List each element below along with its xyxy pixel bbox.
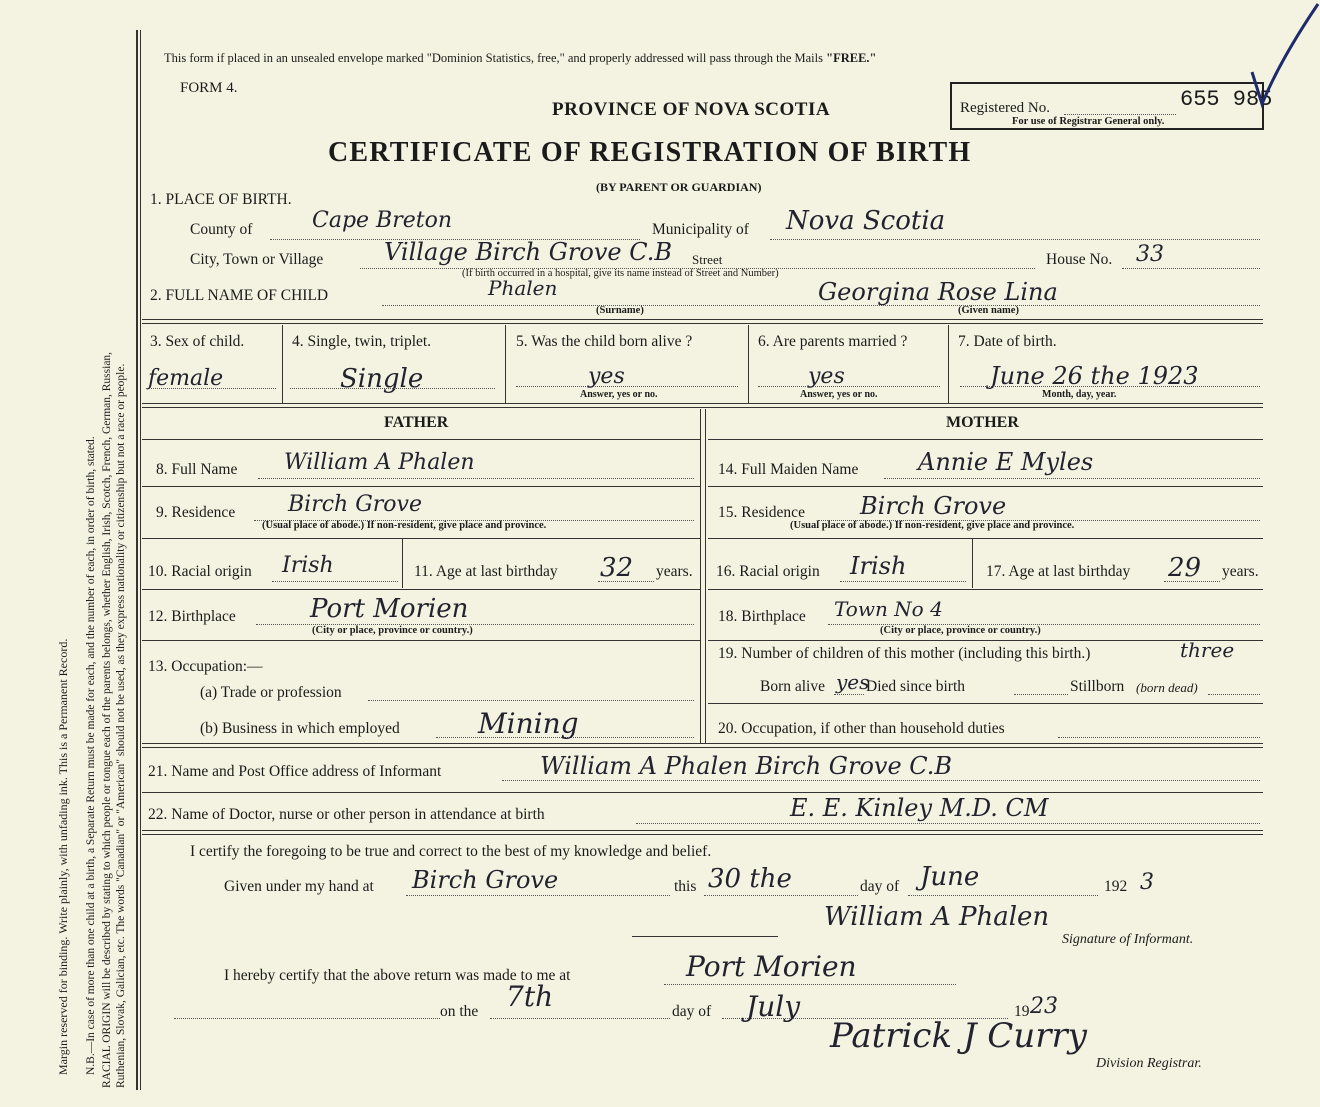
registrar-signature-caption: Division Registrar. — [1096, 1056, 1202, 1071]
date-of-birth-label: 7. Date of birth. — [958, 333, 1057, 350]
mother-age-value: 29 — [1168, 553, 1202, 583]
margin-note-binding: Margin reserved for binding. Write plainly, with unfading ink. This is a Permanent Record. — [56, 638, 70, 1075]
father-age-unit: years. — [656, 563, 693, 580]
registered-number-label: Registered No. — [960, 100, 1050, 116]
child-surname-value: Phalen — [488, 276, 558, 300]
municipality-label: Municipality of — [652, 221, 749, 238]
informant-value: William A Phalen Birch Grove C.B — [540, 752, 953, 780]
county-label: County of — [190, 221, 253, 238]
mother-birthplace-note: (City or place, province or country.) — [880, 625, 1041, 636]
margin-note-racial-origin: RACIAL ORIGIN will be described by stating to which people or tongue each of the parents belongs, whether English, Irish, Scotch, French, German, Russian, — [101, 351, 113, 1088]
mother-children-value: three — [1180, 638, 1235, 662]
municipality-value: Nova Scotia — [786, 206, 946, 236]
house-number-label: House No. — [1046, 251, 1113, 268]
child-name-label: 2. FULL NAME OF CHILD — [150, 287, 329, 304]
mail-notice: This form if placed in an unsealed envelope marked "Dominion Statistics, free," and properly addressed will pass through the Mails "FREE." — [164, 51, 877, 65]
father-birthplace-value: Port Morien — [310, 594, 469, 624]
father-birthplace-label: 12. Birthplace — [148, 608, 236, 625]
parents-married-label: 6. Are parents married ? — [758, 333, 908, 350]
father-residence-label: 9. Residence — [156, 504, 236, 521]
stillborn-label: Stillborn — [1070, 678, 1125, 695]
mother-name-label: 14. Full Maiden Name — [718, 461, 859, 478]
doctor-label: 22. Name of Doctor, nurse or other person in attendance at birth — [148, 806, 545, 823]
father-residence-value: Birch Grove — [288, 492, 422, 517]
died-since-birth-label: Died since birth — [866, 678, 966, 695]
informant-signature: William A Phalen — [824, 902, 1050, 932]
born-alive-caption: Answer, yes or no. — [580, 389, 658, 400]
father-age-value: 32 — [600, 553, 634, 583]
registration-year-value: 23 — [1030, 994, 1058, 1019]
certificate-subtitle: (BY PARENT OR GUARDIAN) — [596, 180, 762, 194]
sex-label: 3. Sex of child. — [150, 333, 245, 350]
parents-married-caption: Answer, yes or no. — [800, 389, 878, 400]
registration-month-value: July — [746, 990, 801, 1023]
registration-year-prefix: 19 — [1014, 1003, 1030, 1020]
city-value: Village Birch Grove C.B — [384, 238, 673, 266]
given-name-caption: (Given name) — [958, 305, 1019, 316]
mother-abode-note: (Usual place of abode.) If non-resident, give place and province. — [790, 520, 1075, 531]
doctor-value: E. E. Kinley M.D. CM — [790, 794, 1049, 822]
informant-label: 21. Name and Post Office address of Informant — [148, 763, 442, 780]
father-trade-label: (a) Trade or profession — [200, 684, 342, 701]
child-given-name-value: Georgina Rose Lina — [818, 278, 1058, 306]
sex-value: female — [148, 366, 224, 391]
place-of-birth-heading: 1. PLACE OF BIRTH. — [150, 191, 292, 208]
parents-married-value: yes — [808, 364, 845, 389]
father-birthplace-note: (City or place, province or country.) — [312, 625, 473, 636]
registered-number-value: 655 985 — [1180, 87, 1273, 112]
informant-signature-caption: Signature of Informant. — [1062, 932, 1194, 947]
registration-day-of-label: day of — [672, 1003, 712, 1020]
father-name-value: William A Phalen — [284, 450, 475, 475]
given-under-label: Given under my hand at — [224, 878, 374, 895]
mother-birthplace-value: Town No 4 — [834, 597, 943, 621]
registered-number-note: For use of Registrar General only. — [1012, 116, 1165, 127]
mother-occupation-label: 20. Occupation, if other than household duties — [718, 720, 1005, 737]
mother-birthplace-label: 18. Birthplace — [718, 608, 806, 625]
given-month-value: June — [920, 862, 980, 892]
certification-statement: I certify the foregoing to be true and correct to the best of my knowledge and belief. — [190, 843, 712, 860]
mother-heading: MOTHER — [946, 414, 1019, 431]
given-day-value: 30 the — [708, 864, 792, 894]
street-label: Street — [692, 252, 723, 267]
registrar-statement: I hereby certify that the above return was made to me at — [224, 967, 571, 984]
date-of-birth-value: June 26 the 1923 — [990, 362, 1199, 390]
mother-racial-origin-label: 16. Racial origin — [716, 563, 820, 580]
father-occupation-label: 13. Occupation:— — [148, 658, 263, 675]
binding-margin-line-inner — [140, 30, 141, 1090]
given-year-prefix: 192 — [1104, 878, 1128, 895]
margin-note-multiple-births: N.B.—In case of more than one child at a birth, a Separate Return must be made for each, and the number of each, in order of birth, stated. — [85, 436, 97, 1075]
hospital-note: (If birth occurred in a hospital, give its name instead of Street and Number) — [462, 268, 779, 279]
father-business-label: (b) Business in which employed — [200, 720, 400, 737]
margin-note-nationality: Ruthenian, Slovak, Galician, etc. The words "Canadian" or "American" should not be used, as they express nationality or citizenship but not a race or people. — [115, 363, 127, 1088]
this-label: this — [674, 878, 697, 895]
house-number-value: 33 — [1136, 242, 1164, 267]
mother-age-unit: years. — [1222, 563, 1259, 580]
registration-day-value: 7th — [506, 980, 554, 1013]
born-alive-label: 5. Was the child born alive ? — [516, 333, 693, 350]
mother-racial-origin-value: Irish — [850, 552, 907, 580]
registrar-check-mark — [1240, 0, 1320, 110]
father-racial-origin-label: 10. Racial origin — [148, 563, 252, 580]
mother-children-label: 19. Number of children of this mother (including this birth.) — [718, 645, 1091, 662]
mother-age-label: 17. Age at last birthday — [986, 563, 1131, 580]
born-alive-value: yes — [588, 364, 625, 389]
form-number: FORM 4. — [180, 80, 238, 96]
on-the-label: on the — [440, 1003, 479, 1020]
mother-residence-value: Birch Grove — [860, 492, 1007, 520]
county-value: Cape Breton — [312, 208, 453, 233]
mother-name-value: Annie E Myles — [918, 448, 1094, 476]
father-age-label: 11. Age at last birthday — [414, 563, 558, 580]
born-alive-count-value: yes — [836, 670, 870, 694]
surname-caption: (Surname) — [596, 305, 644, 316]
father-racial-origin-value: Irish — [282, 553, 334, 578]
plurality-value: Single — [340, 364, 424, 394]
father-abode-note: (Usual place of abode.) If non-resident, give place and province. — [262, 520, 547, 531]
mother-residence-label: 15. Residence — [718, 504, 805, 521]
given-year-value: 3 — [1140, 870, 1154, 895]
registrar-signature: Patrick J Curry — [830, 1016, 1087, 1056]
born-alive-count-label: Born alive — [760, 678, 825, 695]
father-name-label: 8. Full Name — [156, 461, 238, 478]
registered-number-box — [950, 82, 1273, 130]
date-of-birth-caption: Month, day, year. — [1042, 389, 1117, 400]
city-label: City, Town or Village — [190, 251, 324, 268]
father-heading: FATHER — [384, 414, 449, 431]
given-day-of-label: day of — [860, 878, 900, 895]
given-place-value: Birch Grove — [412, 866, 559, 894]
stillborn-note: (born dead) — [1136, 680, 1198, 695]
registrar-place-value: Port Morien — [686, 950, 857, 983]
province-heading: PROVINCE OF NOVA SCOTIA — [552, 99, 831, 120]
father-business-value: Mining — [478, 707, 579, 740]
binding-margin-line — [136, 30, 138, 1090]
plurality-label: 4. Single, twin, triplet. — [292, 333, 432, 350]
certificate-title: CERTIFICATE OF REGISTRATION OF BIRTH — [328, 137, 972, 168]
